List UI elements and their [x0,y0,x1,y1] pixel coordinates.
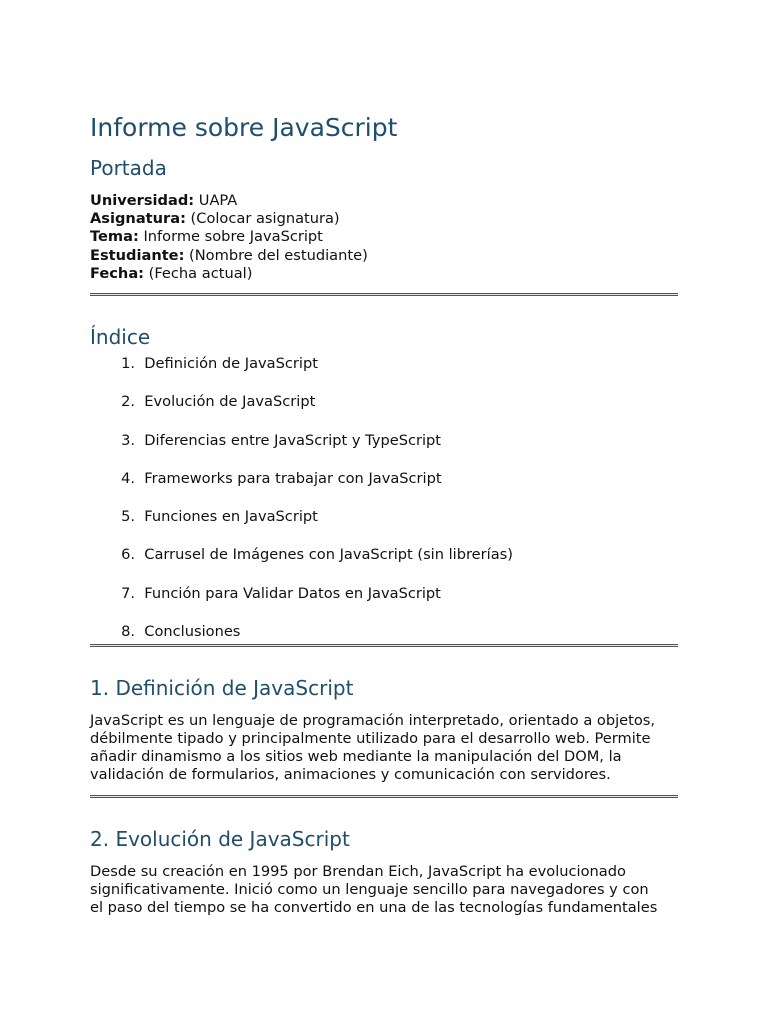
evolution-paragraph: Desde su creación en 1995 por Brendan Eich, JavaScript ha evolucionado significativamente. Inició como un lenguaje sencillo para navegadores y con el paso del tiempo se ha convertido en una de las tecnologías fundamentales [90,863,658,916]
section-divider [90,293,678,296]
cover-row-topic: Tema: Informe sobre JavaScript [90,228,323,246]
cover-heading: Portada [90,156,167,180]
document-title: Informe sobre JavaScript [90,113,398,142]
toc-item[interactable]: 5. Funciones en JavaScript [121,508,318,526]
cover-row-subject: Asignatura: (Colocar asignatura) [90,210,340,228]
toc-item[interactable]: 3. Diferencias entre JavaScript y TypeScript [121,431,442,449]
toc-item[interactable]: 7. Función para Validar Datos en JavaScript [121,584,441,602]
cover-row-university: Universidad: UAPA [90,192,238,209]
toc-item[interactable]: 2. Evolución de JavaScript [121,393,316,411]
toc-item[interactable]: 4. Frameworks para trabajar con JavaScript [121,469,442,487]
toc-item[interactable]: 1. Definición de JavaScript [121,355,318,372]
toc-item[interactable]: 6. Carrusel de Imágenes con JavaScript (sin librerías) [121,546,513,564]
index-heading: Índice [90,325,151,349]
table-of-contents [90,354,513,660]
definition-paragraph: JavaScript es un lenguaje de programación interpretado, orientado a objetos, débilmente tipado y principalmente utilizado para el desarrollo web. Permite añadir dinamismo a los sitios web mediante la manipulación del DOM, la validación de formularios, animaciones y comunicación con servidores. [90,712,656,783]
section-divider [90,795,678,798]
section-heading-evolution: 2. Evolución de JavaScript [90,827,350,851]
section-heading-definition: 1. Definición de JavaScript [90,676,354,700]
cover-details [90,192,368,283]
section-divider [90,644,678,647]
toc-item[interactable]: 8. Conclusiones [121,623,241,641]
cover-row-date: Fecha: (Fecha actual) [90,264,253,282]
cover-row-student: Estudiante: (Nombre del estudiante) [90,246,368,264]
